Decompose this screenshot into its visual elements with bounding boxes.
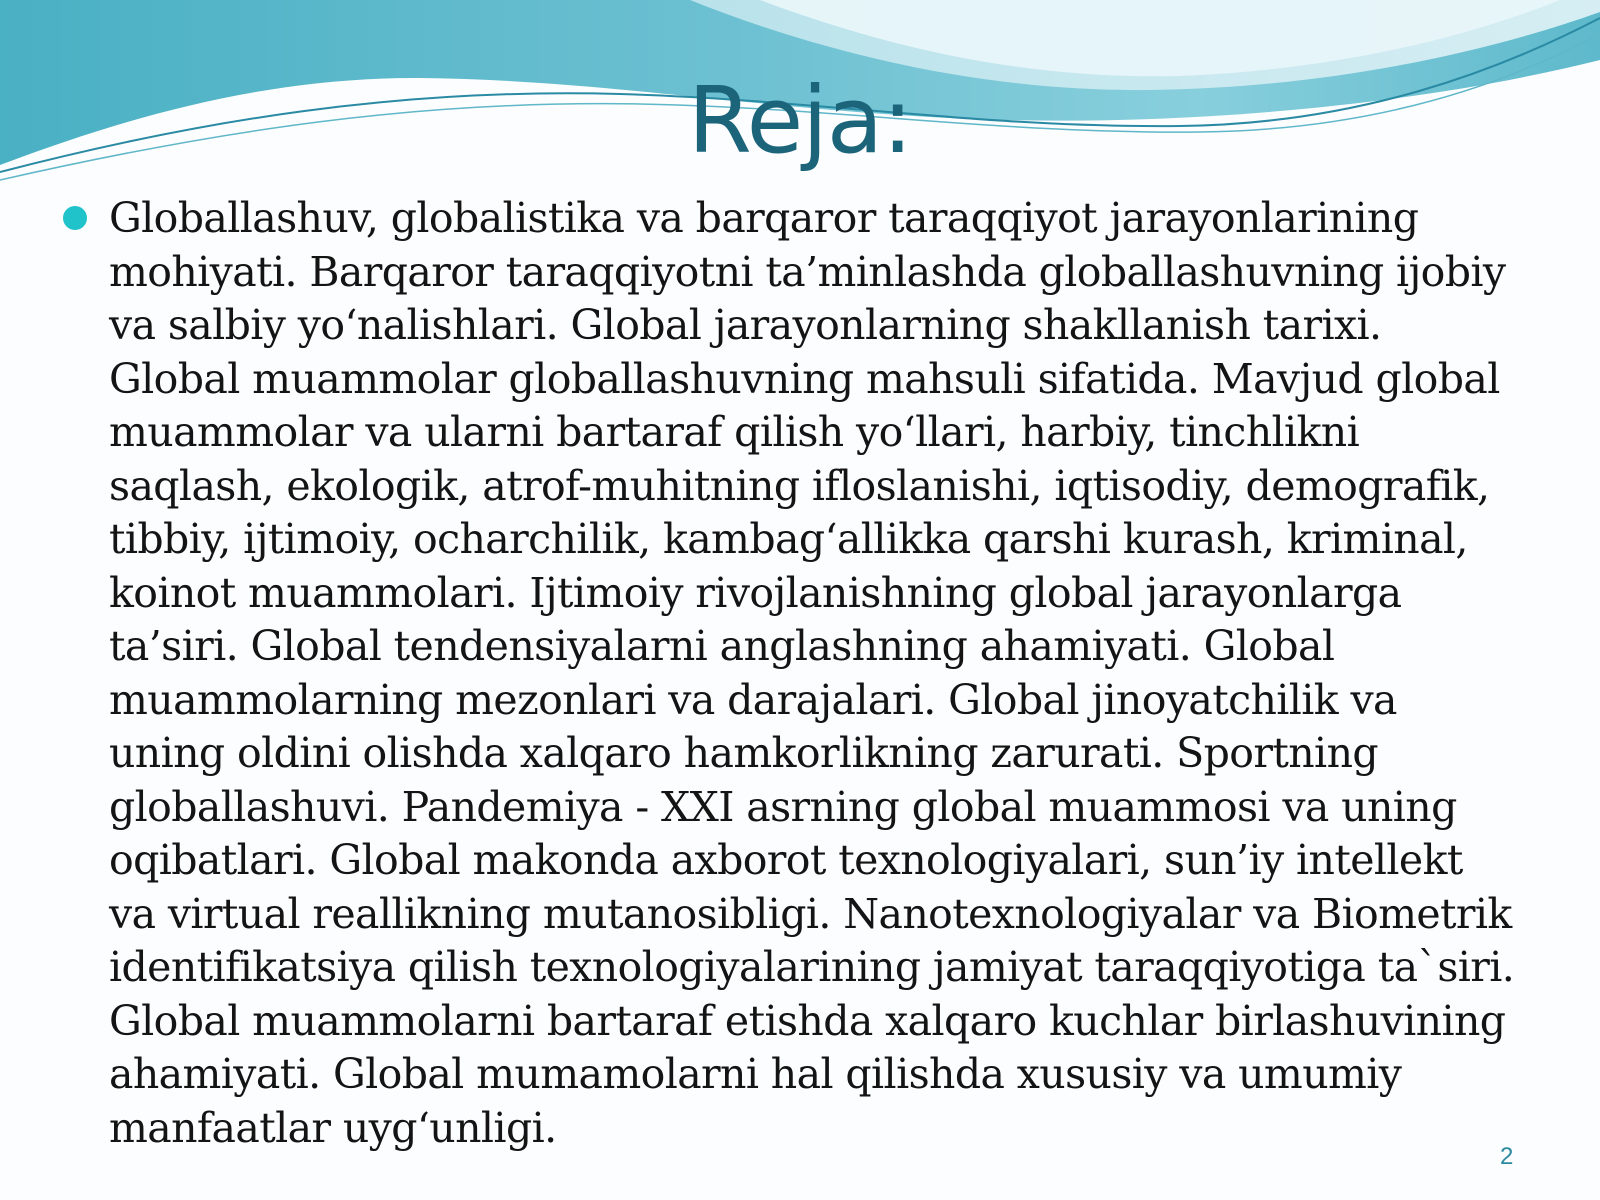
- bullet-icon: [63, 206, 87, 230]
- page-number: 2: [1500, 1143, 1514, 1170]
- slide-title: Reja:: [687, 67, 913, 174]
- list-item: [60, 192, 1520, 1155]
- bullet-list: [60, 192, 1520, 1155]
- bullet-text: Globallashuv, globalistika va barqaror taraqqiyot jarayonlarining mohiyati. Barqaror taraqqiyotni ta’minlashda globallashuvning ijobiy va salbiy yo‘nalishlari. Global jarayonlarning shakllanish tarixi. Global muammolar globallashuvning mahsuli sifatida. Mavjud global muammolar va ularni bartaraf qilish yo‘llari, harbiy, tinchlikni saqlash, ekologik, atrof-muhitning ifloslanishi, iqtisodiy, demografik, tibbiy, ijtimoiy, ocharchilik, kambag‘allikka qarshi kurash, kriminal, koinot muammolari. Ijtimoiy rivojlanishning global jarayonlarga ta’siri. Global tendensiyalarni anglashning ahamiyati. Global muammolarning mezonlari va darajalari. Global jinoyatchilik va uning oldini olishda xalqaro hamkorlikning zarurati. Sportning globallashuvi. Pandemiya - XXI asrning global muammosi va uning oqibatlari. Global makonda axborot texnologiyalari, sun’iy intellekt va virtual reallikning mutanosibligi. Nanotexnologiyalar va Biometrik identifikatsiya qilish texnologiyalarining jamiyat taraqqiyotiga ta`siri. Global muammolarni bartaraf etishda xalqaro kuchlar birlashuvining ahamiyati. Global mumamolarni hal qilishda xususiy va umumiy manfaatlar uyg‘unligi.: [109, 194, 1515, 1152]
